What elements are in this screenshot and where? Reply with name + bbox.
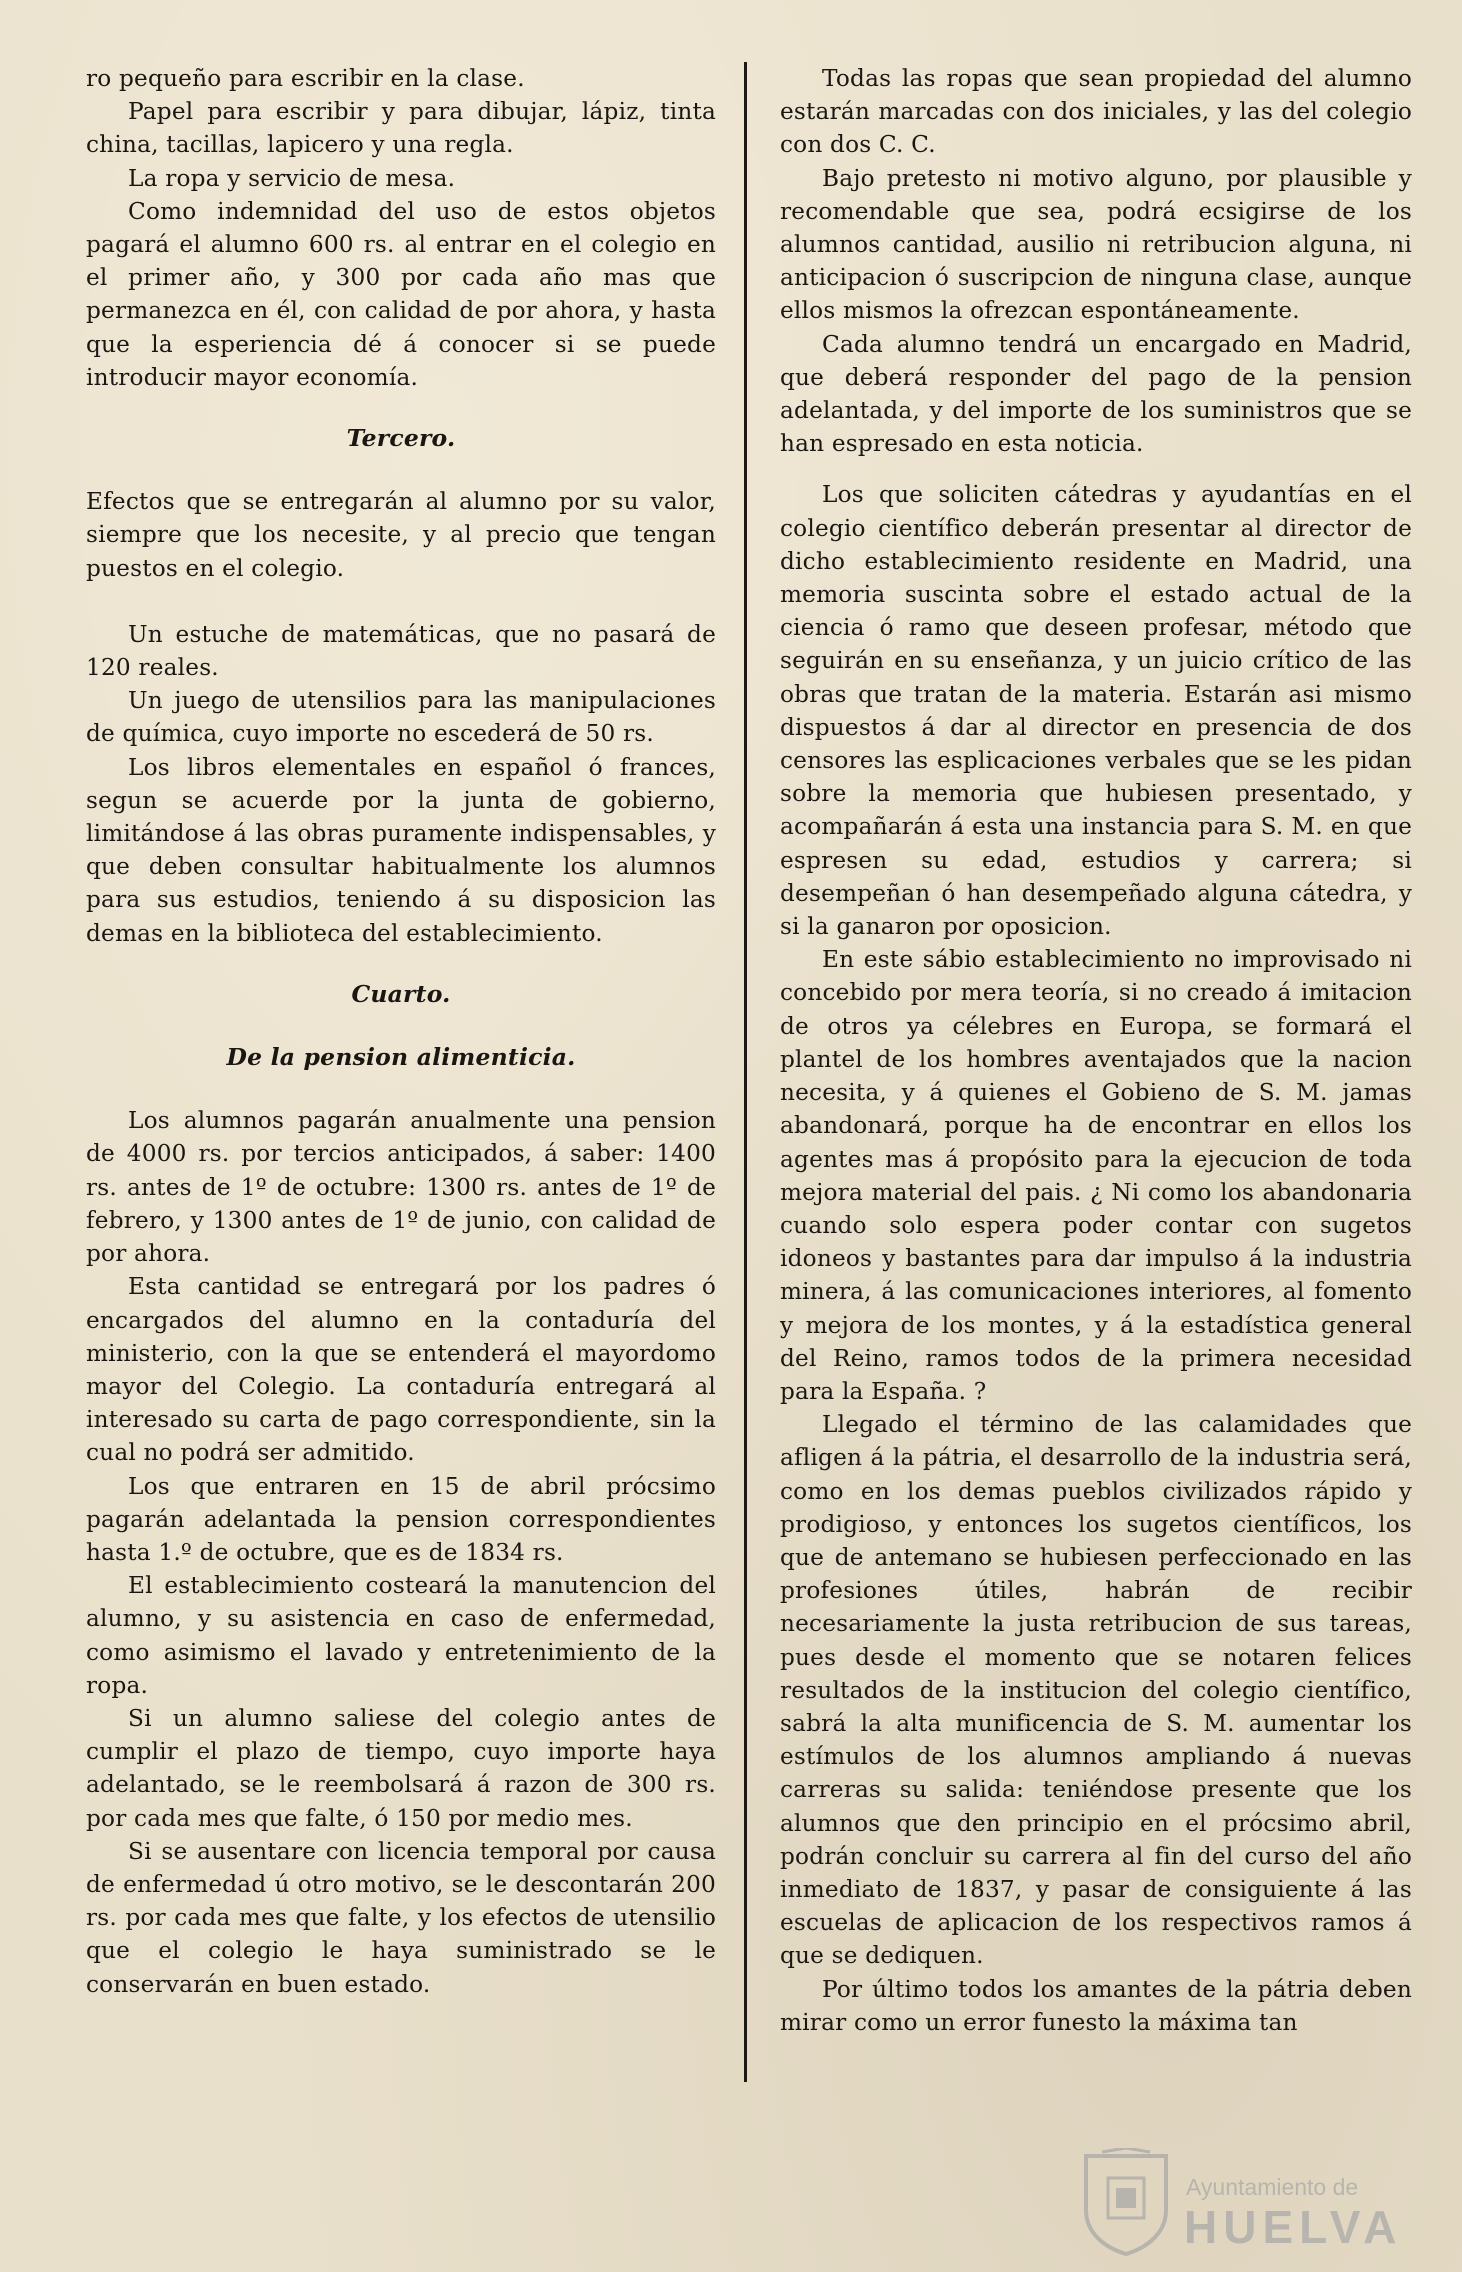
watermark-line1: Ayuntamiento de <box>1186 2174 1359 2200</box>
paragraph: Los libros elementales en español ó frances, segun se acuerde por la junta de gobierno, limitándose á las obras puramente indispensables, y que deben consultar habitualmente los alumnos para sus estudios, teniendo á su disposicion las demas en la biblioteca del establecimiento. <box>86 753 716 947</box>
paragraph: Bajo pretesto ni motivo alguno, por plausible y recomendable que sea, podrá ecsigirse de los alumnos cantidad, ausilio ni retribucion alguna, ni anticipacion ó suscripcion de ninguna clase, aunque ellos mismos la ofrezcan espontáneamente. <box>780 164 1412 325</box>
paragraph: En este sábio establecimiento no improvisado ni concebido por mera teoría, si no creado á imitacion de otros ya célebres en Europa, se formará el plantel de los hombres aventajados que la nacion necesita, y á quienes el Gobieno de S. M. jamas abandonará, porque ha de encontrar en ellos los agentes mas á propósito para la ejecucion de toda mejora material del pais. ¿ Ni como los abandonaria cuando solo espera poder contar con sugetos idoneos y bastantes para dar impulso á la industria minera, á las comunicaciones interiores, al fomento y mejora de los montes, y á la estadística general del Reino, ramos todos de la primera necesidad para la España. ? <box>780 946 1412 1405</box>
paragraph: Si se ausentare con licencia temporal por causa de enfermedad ú otro motivo, se le descontarán 200 rs. por cada mes que falte, y los efectos de utensilio que el colegio le haya suministrado se le conservarán en buen estado. <box>86 1837 716 1998</box>
column-divider <box>744 62 747 2082</box>
shield-icon <box>1078 2148 1174 2256</box>
section-heading-cuarto: Cuarto. <box>351 979 451 1008</box>
paragraph: Todas las ropas que sean propiedad del alumno estarán marcadas con dos iniciales, y las del colegio con dos C. C. <box>780 65 1412 159</box>
section-subheading-pension: De la pension alimenticia. <box>226 1043 576 1072</box>
paragraph: Un juego de utensilios para las manipulaciones de química, cuyo importe no escederá de 50 rs. <box>86 687 716 748</box>
paragraph: Los que entraren en 15 de abril prócsimo pagarán adelantada la pension correspondientes hasta 1.º de octubre, que es de 1834 rs. <box>86 1472 716 1566</box>
paragraph: Como indemnidad del uso de estos objetos pagará el alumno 600 rs. al entrar en el colegio en el primer año, y 300 por cada año mas que permanezca en él, con calidad de por ahora, y hasta que la esperiencia dé á conocer si se puede introducir mayor economía. <box>86 197 716 391</box>
paragraph: Papel para escribir y para dibujar, lápiz, tinta china, tacillas, lapicero y una regla. <box>86 98 716 159</box>
paragraph: Esta cantidad se entregará por los padres ó encargados del alumno en la contaduría del ministerio, con la que se entenderá el mayordomo mayor del Colegio. La contaduría entregará al interesado su carta de pago correspondiente, sin la cual no podrá ser admitido. <box>86 1273 716 1467</box>
paragraph: Los alumnos pagarán anualmente una pension de 4000 rs. por tercios anticipados, á saber: 1400 rs. antes de 1º de octubre: 1300 rs. antes de 1º de febrero, y 1300 antes de 1º de junio, con calidad de por ahora. <box>86 1107 716 1268</box>
paragraph: Llegado el término de las calamidades que afligen á la pátria, el desarrollo de la industria será, como en los demas pueblos civilizados rápido y prodigioso, y entonces los sugetos científicos, los que de antemano se hubiesen perfeccionado en las profesiones útiles, habrán de recibir necesariamente la justa retribucion de sus tareas, pues desde el momento que se notaren felices resultados de la institucion del colegio científico, sabrá la alta munificencia de S. M. aumentar los estímulos de los alumnos ampliando á nuevas carreras su salida: teniéndose presente que los alumnos que den principio en el prócsimo abril, podrán concluir su carrera al fin del curso del año inmediato de 1837, y pasar de consiguiente á las escuelas de aplicacion de los respectivos ramos á que se dediquen. <box>780 1411 1412 1970</box>
watermark-line2: HUELVA <box>1184 2201 1403 2253</box>
paragraph: Efectos que se entregarán al alumno por su valor, siempre que los necesite, y al precio que tengan puestos en el colegio. <box>86 488 716 582</box>
watermark-logo <box>1078 2148 1408 2258</box>
paragraph: Un estuche de matemáticas, que no pasará de 120 reales. <box>86 620 716 682</box>
paragraph: Si un alumno saliese del colegio antes de cumplir el plazo de tiempo, cuyo importe haya adelantado, se le reembolsará á razon de 300 rs. por cada mes que falte, ó 150 por medio mes. <box>86 1704 716 1832</box>
section-heading-tercero: Tercero. <box>346 424 456 453</box>
paragraph: Por último todos los amantes de la pátria deben mirar como un error funesto la máxima tan <box>780 1975 1412 2036</box>
paragraph: ro pequeño para escribir en la clase. <box>86 65 525 92</box>
paragraph: El establecimiento costeará la manutencion del alumno, y su asistencia en caso de enfermedad, como asimismo el lavado y entretenimiento de la ropa. <box>86 1572 716 1699</box>
paragraph: La ropa y servicio de mesa. <box>128 164 456 192</box>
paragraph: Cada alumno tendrá un encargado en Madrid, que deberá responder del pago de la pension adelantada, y del importe de los suministros que se han espresado en esta noticia. <box>780 330 1412 458</box>
left-column <box>86 62 716 2001</box>
right-column <box>780 62 1412 2039</box>
paragraph: Los que soliciten cátedras y ayudantías en el colegio científico deberán presentar al director de dicho establecimiento residente en Madrid, una memoria suscinta sobre el estado actual de la ciencia ó ramo que deseen profesar, método que seguirán en su enseñanza, y un juicio crítico de las obras que tratan de la materia. Estarán asi mismo dispuestos á dar al director en presencia de dos censores las esplicaciones verbales que se les pidan sobre la memoria que hubiesen presentado, y acompañarán á esta una instancia para S. M. en que espresen su edad, estudios y carrera; si desempeñan ó han desempeñado alguna cátedra, y si la ganaron por oposicion. <box>780 481 1412 941</box>
